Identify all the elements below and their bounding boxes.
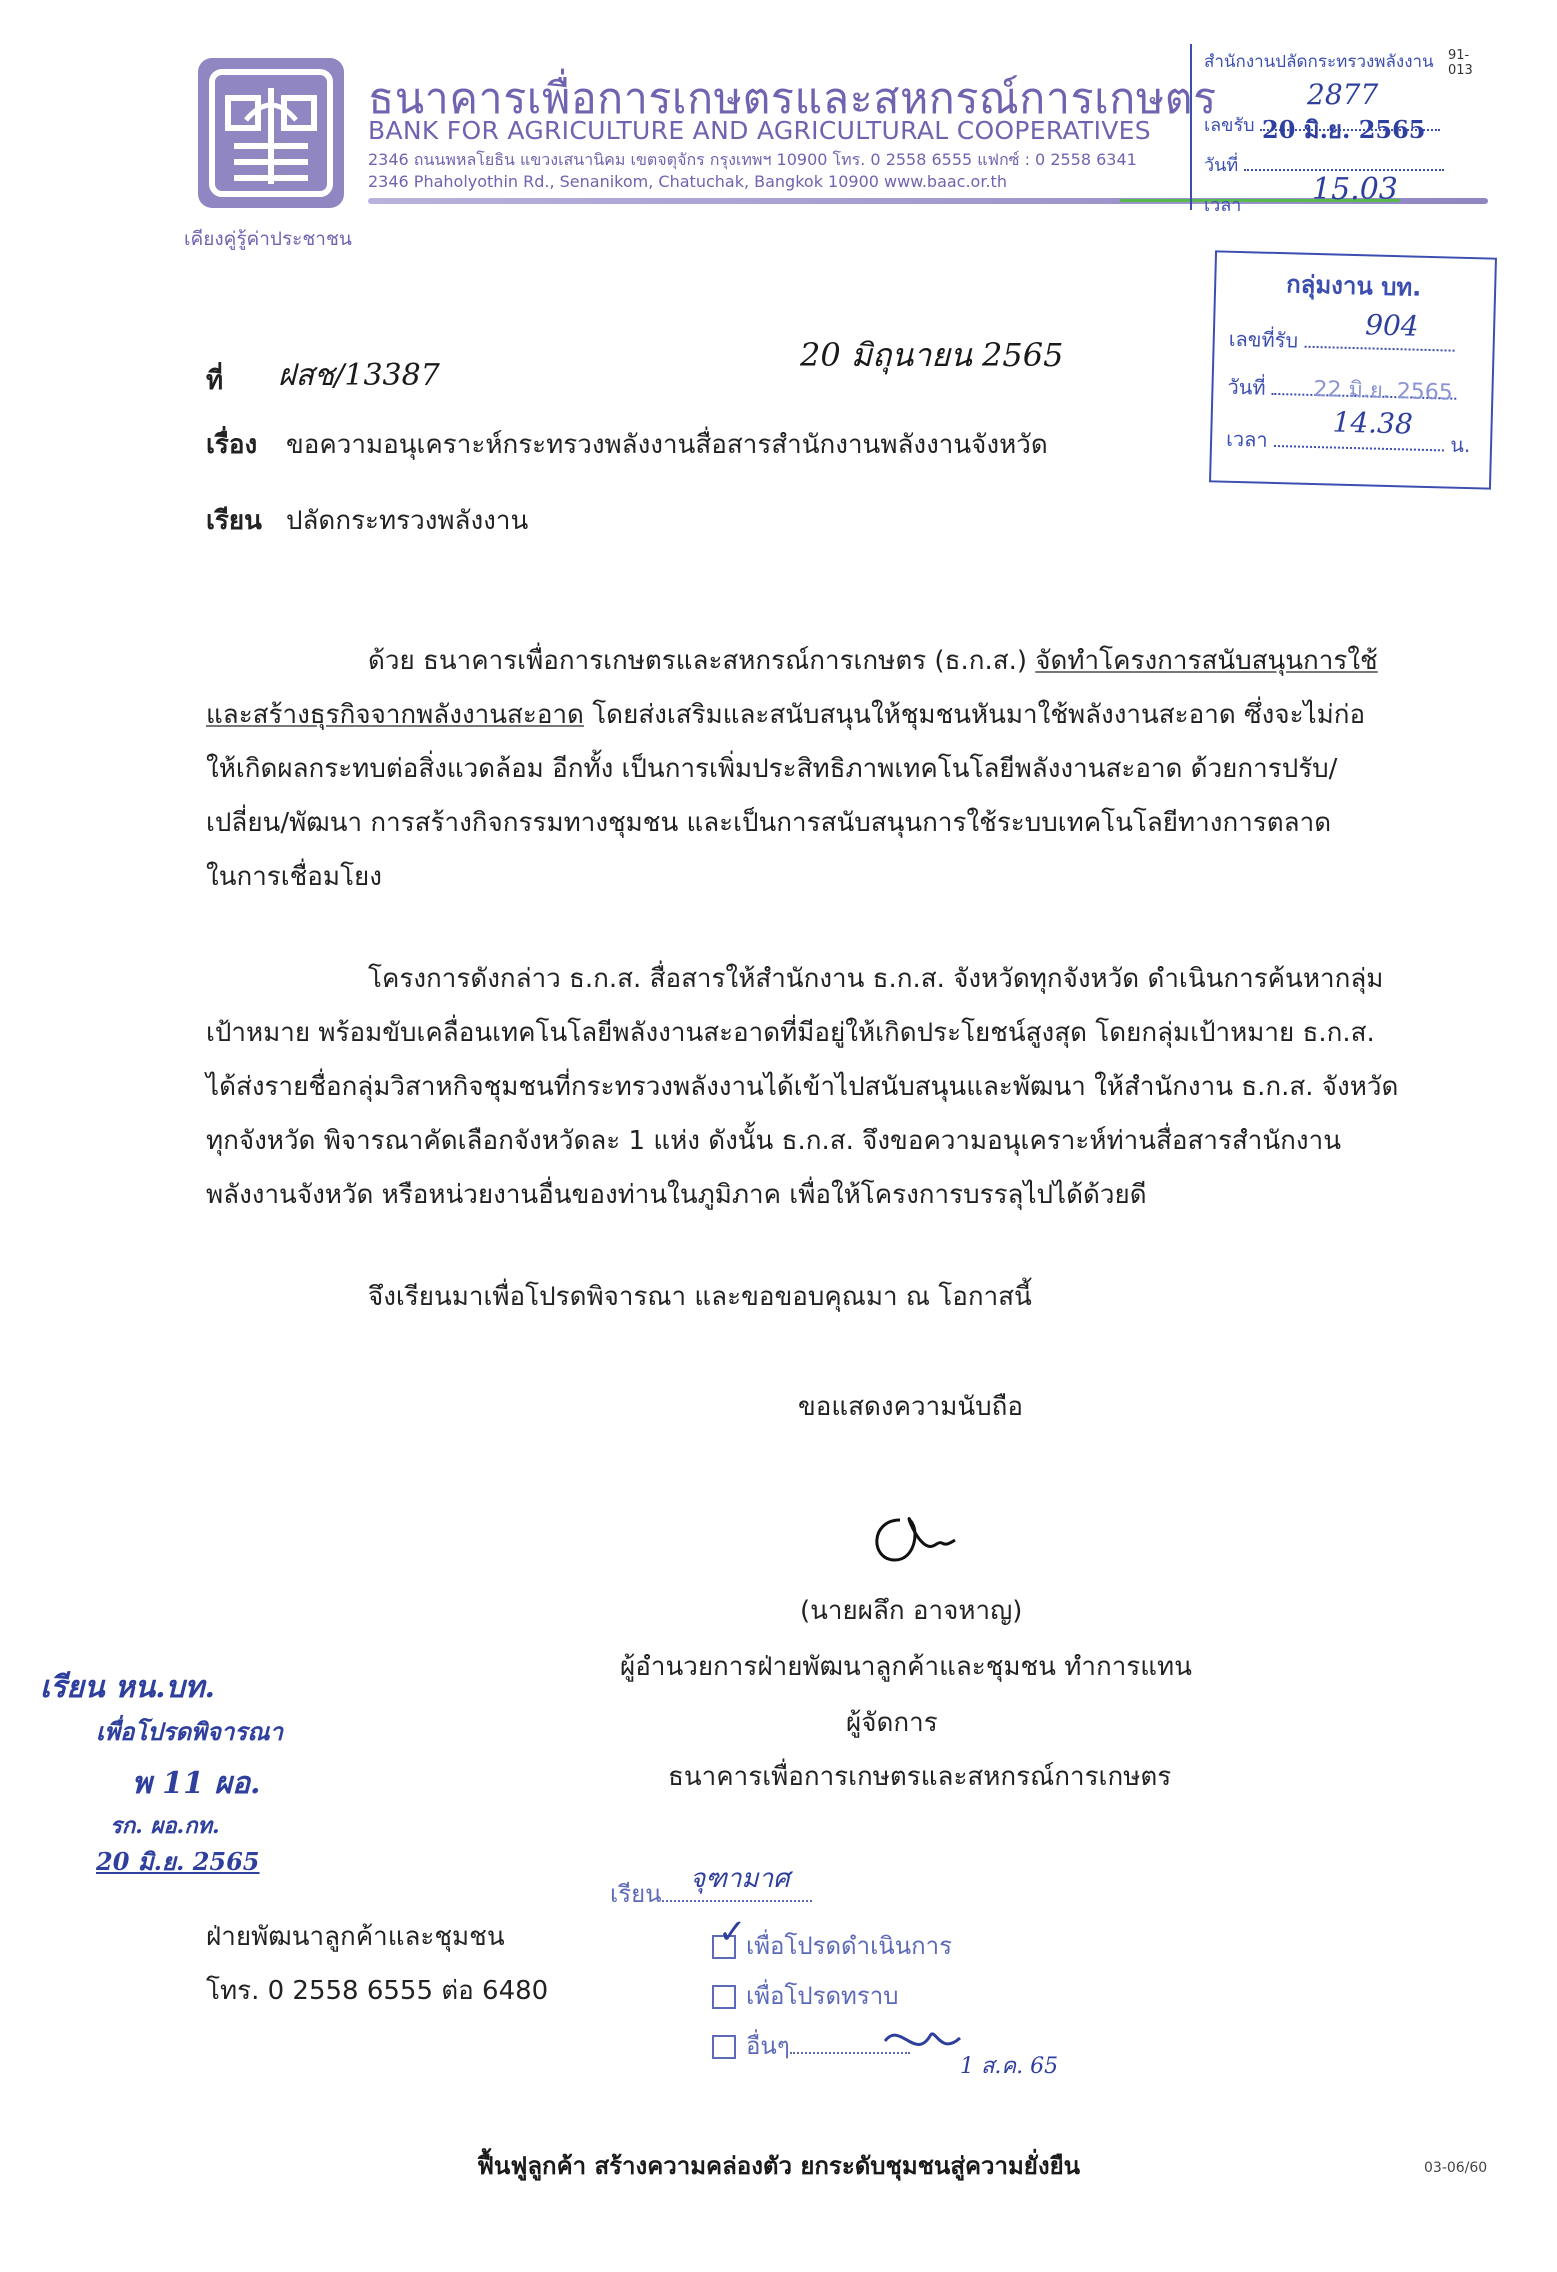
stamp-office: สำนักงานปลัดกระทรวงพลังงาน <box>1204 52 1434 72</box>
initials-mark <box>880 2016 970 2066</box>
para1-line3: ให้เกิดผลกระทบต่อสิ่งแวดล้อม อีกทั้ง เป็นการเพิ่มประสิทธิภาพเทคโนโลยีพลังงานสะอาด ด้วยการปรับ/ <box>206 754 1338 784</box>
option-acknowledge <box>712 1976 898 2015</box>
dept-text: ฝ่ายพัฒนาลูกค้าและชุมชน <box>206 1922 505 1952</box>
ministry-receipt-stamp <box>1190 44 1492 216</box>
address-thai: 2346 ถนนพหลโยธิน แขวงเสนานิคม เขตจตุจักร กรุงเทพฯ 10900 โทร. 0 2558 6555 แฟกซ์ : 0 2558 6341 <box>368 150 1137 169</box>
footer-form-code: 03-06/60 <box>1424 2160 1488 2176</box>
para1-line2-a: และสร้างธุรกิจจากพลังงานสะอาด <box>206 700 584 730</box>
to-label: เรียน <box>206 506 262 536</box>
stamp-time-label: เวลา <box>1204 195 1242 216</box>
group-time-label: เวลา <box>1225 426 1269 452</box>
para2-line4: ทุกจังหวัด พิจารณาคัดเลือกจังหวัดละ 1 แห่ง ดังนั้น ธ.ก.ส. จึงขอความอนุเคราะห์ท่านสื่อสารสำนักงาน <box>206 1126 1341 1156</box>
stamp-receipt-number: 2877 <box>1307 78 1379 111</box>
para2-line3: ได้ส่งรายชื่อกลุ่มวิสาหกิจชุมชนที่กระทรวงพลังงานได้เข้าไปสนับสนุนและพัฒนา ให้สำนักงาน ธ.ก.ส. จังหวัด <box>206 1072 1399 1102</box>
para1-line1 <box>368 640 1378 681</box>
ref-number: ฝสช/13387 <box>278 358 440 393</box>
para1-line1-b: จัดทำโครงการสนับสนุนการใช้ <box>1035 646 1378 676</box>
ref-label: ที่ <box>206 366 224 396</box>
para2-line1: โครงการดังกล่าว ธ.ก.ส. สื่อสารให้สำนักงาน ธ.ก.ส. จังหวัดทุกจังหวัด ดำเนินการค้นหากลุ่ม <box>368 964 1384 994</box>
bank-name-thai: ธนาคารเพื่อการเกษตรและสหกรณ์การเกษตร <box>368 74 1217 124</box>
note-left-line3: พ 11 ผอ. <box>132 1766 261 1801</box>
option-action <box>712 1926 952 1965</box>
signer-name: (นายผลึก อาจหาญ) <box>800 1596 1023 1626</box>
option-action-label: เพื่อโปรดดำเนินการ <box>746 1932 953 1960</box>
closing-text: จึงเรียนมาเพื่อโปรดพิจารณา และขอขอบคุณมา ณ โอกาสนี้ <box>368 1282 1032 1312</box>
group-date-label: วันที่ <box>1227 374 1266 400</box>
to-text: ปลัดกระทรวงพลังงาน <box>286 506 529 536</box>
group-date: 22 มิ.ย. 2565 <box>1313 376 1454 406</box>
group-receipt-stamp <box>1209 250 1497 489</box>
stamp-form-code: 91-013 <box>1448 48 1473 78</box>
signer-title-1: ผู้อำนวยการฝ่ายพัฒนาลูกค้าและชุมชน ทำการแทน <box>620 1652 1192 1682</box>
stamp-date: 20 มิ.ย. 2565 <box>1262 115 1426 144</box>
letter-date: 20 มิถุนายน 2565 <box>800 336 1064 374</box>
signer-title-3: ธนาคารเพื่อการเกษตรและสหกรณ์การเกษตร <box>668 1762 1172 1792</box>
note-left-line1: เรียน หน.บท. <box>40 1670 215 1705</box>
baac-logo <box>198 58 344 208</box>
group-receipt-label: เลขที่รับ <box>1228 326 1299 353</box>
note-left-line2: เพื่อโปรดพิจารณา <box>96 1717 284 1746</box>
para2-line5: พลังงานจังหวัด หรือหน่วยงานอื่นของท่านในภูมิภาค เพื่อให้โครงการบรรลุไปได้ด้วยดี <box>206 1180 1147 1210</box>
option-other-label: อื่นๆ <box>746 2032 790 2060</box>
checkbox-acknowledge <box>712 1985 736 2009</box>
para1-line4: เปลี่ยน/พัฒนา การสร้างกิจกรรมทางชุมชน และเป็นการสนับสนุนการใช้ระบบเทคโนโลยีทางการตลาด <box>206 808 1332 838</box>
signer-title-2: ผู้จัดการ <box>846 1708 938 1738</box>
group-stamp-title: กลุ่มงาน บท. <box>1285 270 1422 302</box>
note-right-to-prefix: เรียน <box>610 1880 662 1908</box>
group-time: 14.38 <box>1332 405 1414 441</box>
baac-logo-icon <box>198 58 344 208</box>
bank-motto: เคียงคู่รู้ค่าประชาชน <box>184 228 352 250</box>
check-mark-icon: ✓ <box>718 1912 747 1952</box>
group-time-suffix: น. <box>1450 432 1471 458</box>
signature-image <box>860 1500 970 1570</box>
stamp-date-label: วันที่ <box>1204 155 1239 176</box>
para1-line1-a: ด้วย ธนาคารเพื่อการเกษตรและสหกรณ์การเกษตร (ธ.ก.ส.) <box>368 646 1036 676</box>
note-right-date: 1 ส.ค. 65 <box>960 2054 1059 2079</box>
group-receipt-number: 904 <box>1364 308 1420 343</box>
para1-line2-b: โดยส่งเสริมและสนับสนุนให้ชุมชนหันมาใช้พลังงานสะอาด ซึ่งจะไม่ก่อ <box>583 700 1366 730</box>
para1-line5: ในการเชื่อมโยง <box>206 862 382 892</box>
para1-line2 <box>206 694 1365 735</box>
subject-text: ขอความอนุเคราะห์กระทรวงพลังงานสื่อสารสำนักงานพลังงานจังหวัด <box>286 430 1048 460</box>
note-left-line4: รก. ผอ.กท. <box>110 1813 220 1839</box>
stamp-time: 15.03 <box>1312 172 1398 207</box>
note-right-to-name: จุฑามาศ <box>690 1864 790 1894</box>
phone-text: โทร. 0 2558 6555 ต่อ 6480 <box>206 1976 549 2006</box>
stamp-receipt-label: เลขรับ <box>1204 115 1255 136</box>
footer-slogan: ฟื้นฟูลูกค้า สร้างความคล่องตัว ยกระดับชุมชนสู่ความยั่งยืน <box>476 2152 1081 2180</box>
option-acknowledge-label: เพื่อโปรดทราบ <box>746 1982 899 2010</box>
bank-name-english: BANK FOR AGRICULTURE AND AGRICULTURAL COOPERATIVES <box>368 116 1151 145</box>
regards-text: ขอแสดงความนับถือ <box>798 1392 1023 1422</box>
checkbox-other <box>712 2035 736 2059</box>
subject-label: เรื่อง <box>206 430 258 460</box>
para2-line2: เป้าหมาย พร้อมขับเคลื่อนเทคโนโลยีพลังงานสะอาดที่มีอยู่ให้เกิดประโยชน์สูงสุด โดยกลุ่มเป้าหมาย ธ.ก.ส. <box>206 1018 1375 1048</box>
address-english: 2346 Phaholyothin Rd., Senanikom, Chatuchak, Bangkok 10900 www.baac.or.th <box>368 172 1007 191</box>
note-left-line5: 20 มิ.ย. 2565 <box>96 1847 260 1876</box>
